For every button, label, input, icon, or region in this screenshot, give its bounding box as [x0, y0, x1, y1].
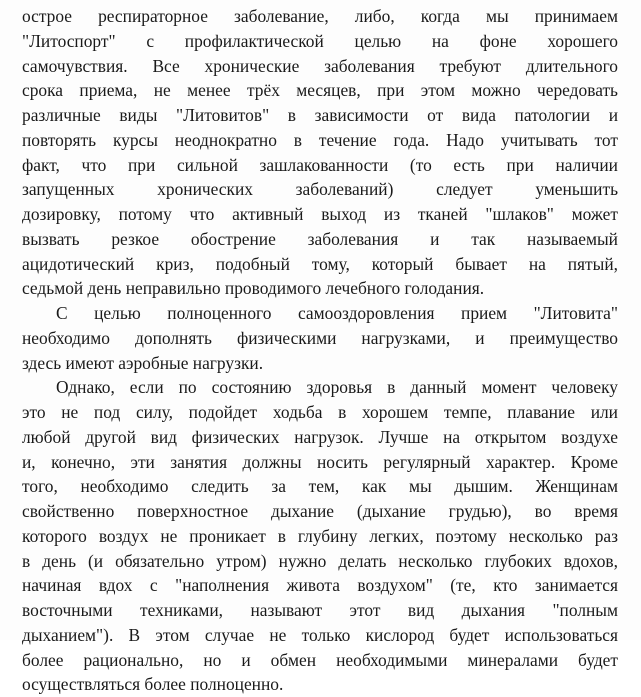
text-line: различные виды "Литовитов" в зависимости от вида патологии и [22, 105, 618, 125]
text-line: факт, что при сильной зашлакованности (то есть при наличии [22, 154, 618, 175]
text-line: того, необходимо следить за тем, как мы дышим. Женщинам [22, 476, 618, 497]
text-line: Однако, если по состоянию здоровья в данный момент человеку [56, 377, 618, 398]
text-line: срока приема, не менее трёх месяцев, при этом можно чередовать [22, 80, 618, 101]
text-line: необходимо дополнять физическими нагрузками, и преимущество [22, 327, 618, 348]
text-line: самочувствия. Все хронические заболевания требуют длительного [22, 55, 618, 76]
text-line: запущенных хронических заболеваний) следует уменьшить [22, 179, 618, 200]
text-line: в день (и обязательно утром) нужно делать несколько глубоких вдохов, [22, 550, 618, 571]
body-text [22, 4, 618, 697]
text-line: С целью полноценного самооздоровления прием "Литовита" [56, 303, 618, 323]
text-line: восточными техниками, называют этот вид дыхания "полным [22, 600, 618, 620]
paragraph-1 [22, 4, 618, 301]
text-line: здесь имеют аэробные нагрузки. [22, 352, 264, 373]
text-line: острое респираторное заболевание, либо, когда мы принимаем [22, 6, 618, 26]
text-line: любой другой вид физических нагрузок. Лучше на открытом воздухе [22, 426, 618, 447]
text-line: повторять курсы неоднократно в течение года. Надо учитывать тот [22, 129, 618, 150]
text-line: которого воздух не проникает в глубину легких, поэтому несколько раз [22, 525, 618, 546]
text-line: вызвать резкое обострение заболевания и так называемый [22, 228, 618, 249]
text-line: ацидотический криз, подобный тому, который бывает на пятый, [22, 253, 618, 274]
text-line: и, конечно, эти занятия должны носить регулярный характер. Кроме [22, 451, 618, 472]
paragraph-3 [22, 375, 618, 697]
text-line: более рационально, но и обмен необходимыми минералами будет [22, 649, 618, 670]
text-line: это не под силу, подойдет ходьба в хорошем темпе, плавание или [22, 402, 618, 422]
text-line: начиная вдох с "наполнения живота воздухом" (те, кто занимается [22, 575, 618, 596]
text-line: осуществляться более полноценно. [22, 674, 284, 695]
text-line: свойственно поверхностное дыхание (дыхание грудью), во время [22, 501, 618, 521]
paragraph-2 [22, 301, 618, 375]
text-line: седьмой день неправильно проводимого лечебного голодания. [22, 278, 485, 299]
text-line: дыханием"). В этом случае не только кислород будет использоваться [22, 624, 618, 645]
text-line: "Литоспорт" с профилактической целью на фоне хорошего [22, 30, 618, 51]
text-line: дозировку, потому что активный выход из тканей "шлаков" может [22, 204, 618, 224]
